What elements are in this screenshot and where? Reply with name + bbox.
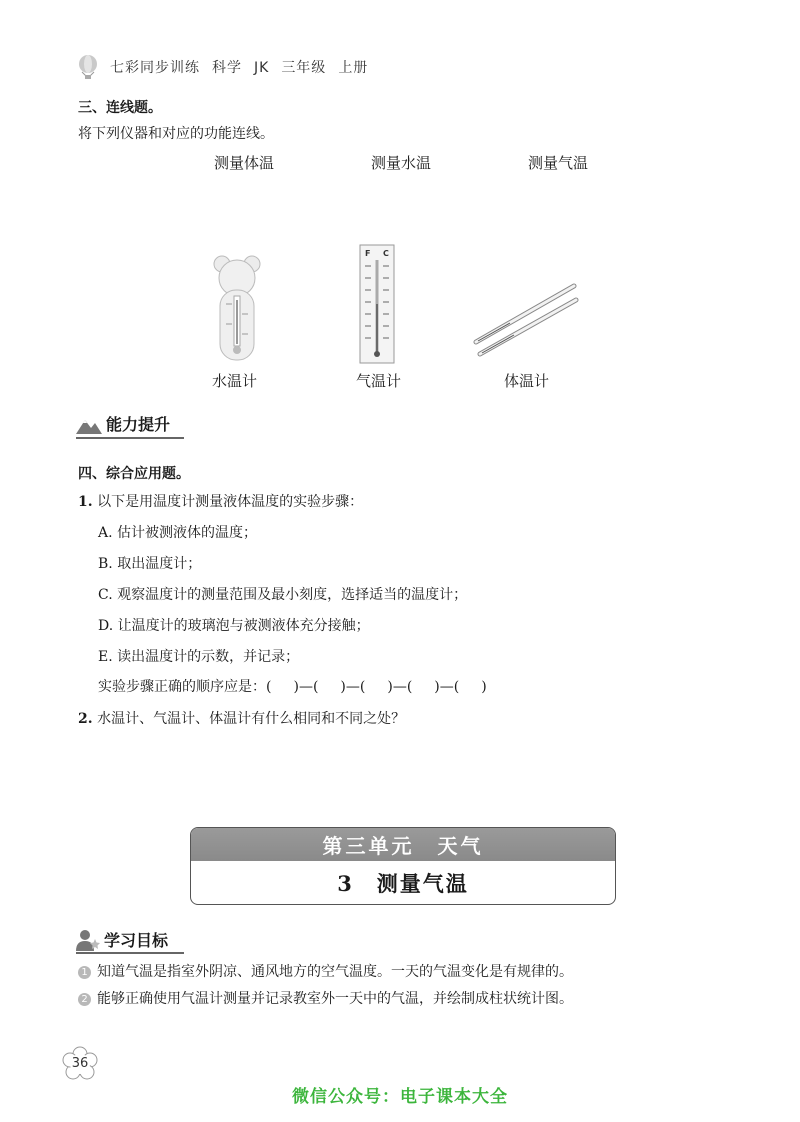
goals-heading — [76, 928, 168, 951]
ability-title: 能力提升 — [106, 415, 171, 434]
function-label-water-temp: 测量水温 — [371, 154, 432, 172]
celsius-label: C — [383, 249, 389, 258]
body-thermometer-image — [470, 280, 580, 360]
step-b: B. 取出温度计； — [98, 556, 202, 572]
page-header — [76, 52, 368, 82]
step-a: A. 估计被测液体的温度； — [98, 525, 258, 541]
unit-title: 第三单元 天气 — [191, 828, 615, 861]
step-c: C. 观察温度计的测量范围及最小刻度，选择适当的温度计； — [98, 587, 468, 603]
page-number: 36 — [71, 1056, 89, 1071]
fahrenheit-label: F — [365, 249, 371, 258]
question-1-number: 1. — [78, 494, 93, 510]
step-d: D. 让温度计的玻璃泡与被测液体充分接触； — [98, 618, 370, 634]
question-1-text: 以下是用温度计测量液体温度的实验步骤： — [97, 494, 364, 510]
function-label-air-temp: 测量气温 — [528, 154, 589, 172]
goal-text-1: 知道气温是指室外阴凉、通风地方的空气温度。一天的气温变化是有规律的。 — [97, 964, 573, 980]
goal-item-2 — [78, 988, 573, 1008]
instrument-label-water: 水温计 — [212, 372, 258, 390]
order-answer-line: 实验步骤正确的顺序应是：( )—( )—( )—( )—( ) — [98, 679, 487, 695]
question-2 — [78, 708, 405, 728]
section4-title: 四、综合应用题。 — [78, 466, 190, 482]
mountain-icon — [76, 414, 102, 434]
goal-number-2: 2 — [78, 993, 91, 1006]
instrument-label-body: 体温计 — [504, 372, 550, 390]
person-star-icon — [76, 929, 100, 951]
ability-underline — [76, 437, 184, 439]
section3-title: 三、连线题。 — [78, 100, 162, 116]
lesson-title: 3 测量气温 — [337, 870, 469, 896]
goal-number-1: 1 — [78, 966, 91, 979]
header-title: 七彩同步训练 科学 JK 三年级 上册 — [110, 60, 369, 76]
air-thermometer-image — [359, 244, 395, 364]
order-prompt: 实验步骤正确的顺序应是： — [98, 679, 266, 695]
balloon-logo-icon — [76, 54, 100, 80]
instrument-label-air: 气温计 — [356, 372, 402, 390]
function-label-body-temp: 测量体温 — [214, 154, 275, 172]
ability-section-heading — [76, 412, 170, 435]
section3-instruction: 将下列仪器和对应的功能连线。 — [78, 126, 274, 142]
goal-item-1 — [78, 961, 573, 981]
water-thermometer-image — [212, 252, 262, 366]
question-2-number: 2. — [78, 711, 93, 727]
goal-text-2: 能够正确使用气温计测量并记录教室外一天中的气温，并绘制成柱状统计图。 — [97, 991, 573, 1007]
step-e: E. 读出温度计的示数，并记录； — [98, 649, 300, 665]
question-2-text: 水温计、气温计、体温计有什么相同和不同之处？ — [97, 711, 406, 727]
watermark: 微信公众号：电子课本大全 — [292, 1087, 508, 1107]
question-1 — [78, 491, 363, 511]
goals-underline — [76, 952, 184, 954]
goals-title: 学习目标 — [104, 931, 169, 950]
unit-banner — [190, 827, 616, 905]
